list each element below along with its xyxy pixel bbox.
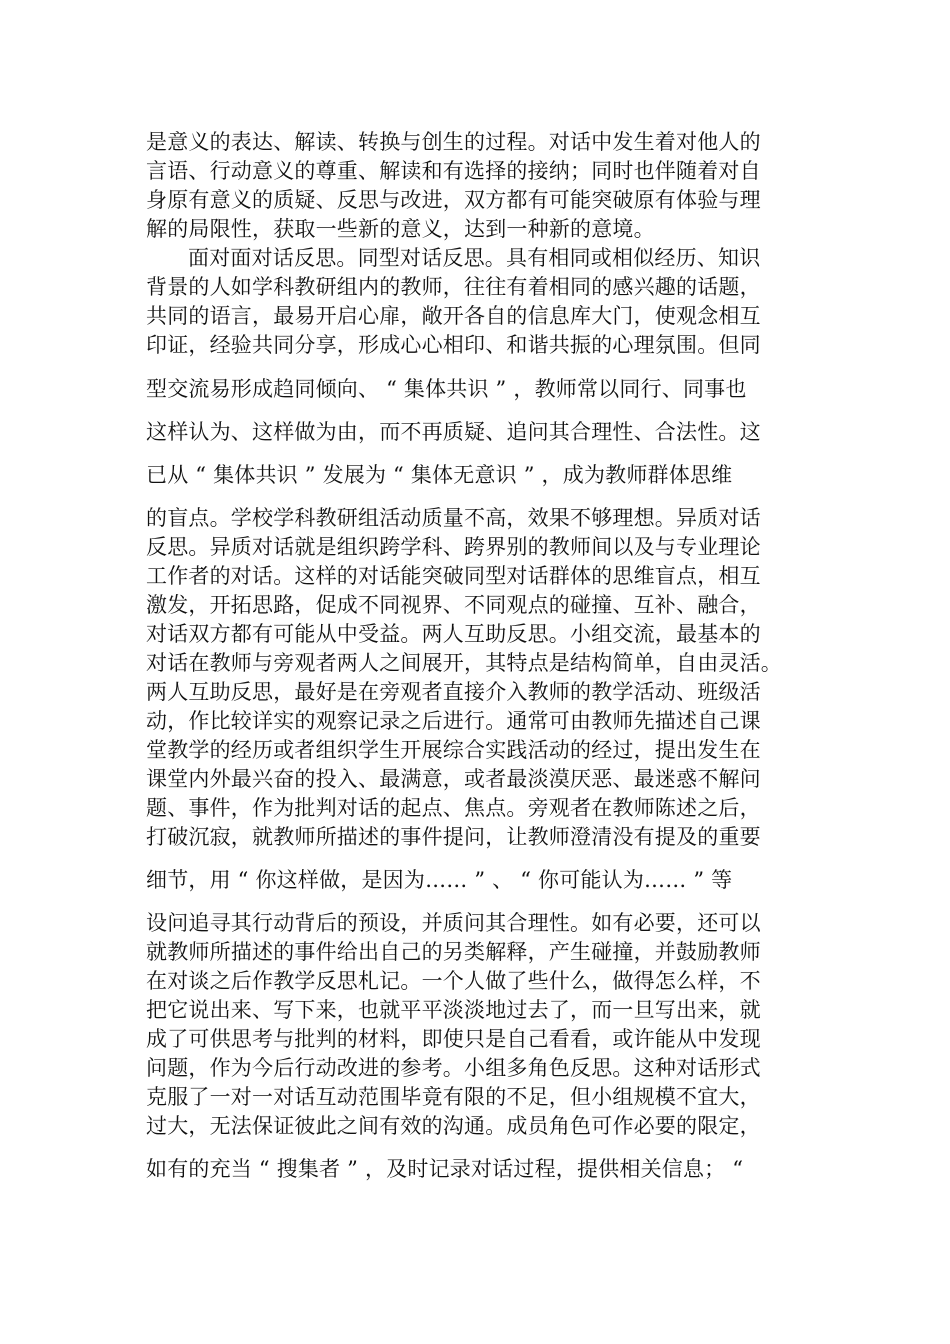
text-line: 是意义的表达、解读、转换与创生的过程。对话中发生着对他人的 [146, 130, 761, 154]
paragraph-first-line: 面对面对话反思。同型对话反思。具有相同或相似经历、知识 [188, 246, 761, 270]
text-line: 型交流易形成趋同倾向、 “ 集体共识 ” ，教师常以同行、同事也 [146, 377, 747, 401]
text-line: 过大，无法保证彼此之间有效的沟通。成员角色可作必要的限定， [146, 1114, 761, 1138]
text-line: 课堂内外最兴奋的投入、最满意，或者最淡漠厌恶、最迷惑不解问 [146, 767, 761, 791]
text-line: 的盲点。学校学科教研组活动质量不高，效果不够理想。异质对话 [146, 506, 761, 530]
text-line: 堂教学的经历或者组织学生开展综合实践活动的经过，提出发生在 [146, 738, 761, 762]
text-line: 成了可供思考与批判的材料，即使只是自己看看，或许能从中发现 [146, 1027, 761, 1051]
text-line: 把它说出来、写下来，也就平平淡淡地过去了，而一旦写出来，就 [146, 998, 761, 1022]
text-line: 设问追寻其行动背后的预设，并质问其合理性。如有必要，还可以 [146, 911, 761, 935]
text-line: 克服了一对一对话互动范围毕竟有限的不足，但小组规模不宜大， [146, 1085, 761, 1109]
text-line: 反思。异质对话就是组织跨学科、跨界别的教师间以及与专业理论 [146, 535, 761, 559]
text-line: 问题，作为今后行动改进的参考。小组多角色反思。这种对话形式 [146, 1056, 761, 1080]
text-line: 就教师所描述的事件给出自己的另类解释，产生碰撞，并鼓励教师 [146, 940, 761, 964]
text-line: 印证，经验共同分享，形成心心相印、和谐共振的心理氛围。但同 [146, 333, 761, 357]
text-line: 细节，用 “ 你这样做，是因为…… ” 、 “ 你可能认为…… ” 等 [146, 868, 733, 892]
text-line: 激发，开拓思路，促成不同视界、不同观点的碰撞、互补、融合， [146, 593, 761, 617]
text-line: 言语、行动意义的尊重、解读和有选择的接纳；同时也伴随着对自 [146, 159, 761, 183]
text-line: 两人互助反思，最好是在旁观者直接介入教师的教学活动、班级活 [146, 680, 761, 704]
text-line: 对话在教师与旁观者两人之间展开，其特点是结构简单，自由灵活。 [146, 651, 782, 675]
text-line: 已从 “ 集体共识 ” 发展为 “ 集体无意识 ” ，成为教师群体思维 [146, 463, 733, 487]
text-line: 对话双方都有可能从中受益。两人互助反思。小组交流，最基本的 [146, 622, 761, 646]
text-line: 题、事件，作为批判对话的起点、焦点。旁观者在教师陈述之后， [146, 796, 761, 820]
text-line: 这样认为、这样做为由，而不再质疑、追问其合理性、合法性。这 [146, 420, 761, 444]
text-line: 共同的语言，最易开启心扉，敞开各自的信息库大门，使观念相互 [146, 304, 761, 328]
text-line: 动，作比较详实的观察记录之后进行。通常可由教师先描述自己课 [146, 709, 761, 733]
text-line: 身原有意义的质疑、反思与改进，双方都有可能突破原有体验与理 [146, 188, 761, 212]
text-line: 在对谈之后作教学反思札记。一个人做了些什么，做得怎么样，不 [146, 969, 761, 993]
text-line: 工作者的对话。这样的对话能突破同型对话群体的思维盲点，相互 [146, 564, 761, 588]
text-line: 打破沉寂，就教师所描述的事件提问，让教师澄清没有提及的重要 [146, 825, 761, 849]
text-line: 如有的充当 “ 搜集者 ” ，及时记录对话过程，提供相关信息； “ [146, 1157, 744, 1181]
text-line: 解的局限性，获取一些新的意义，达到一种新的意境。 [146, 217, 655, 241]
text-line: 背景的人如学科教研组内的教师，往往有着相同的感兴趣的话题， [146, 275, 761, 299]
